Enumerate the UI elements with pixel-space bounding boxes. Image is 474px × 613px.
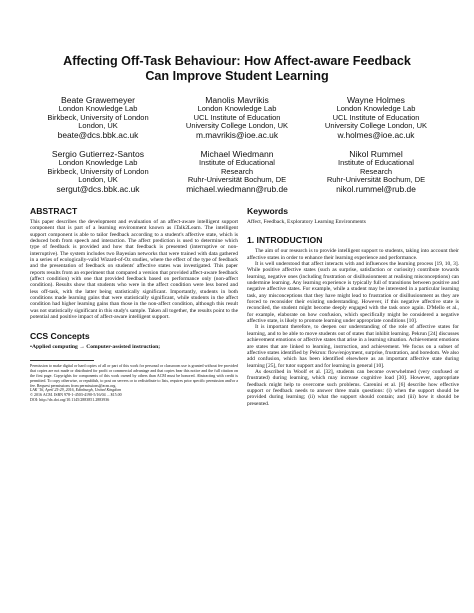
abstract-text: This paper describes the development and evaluation of an affect-aware intelligent support component that is part of a learning environment known as iTalk2Learn. The intelligent support component is able to tailor feedback according to a student's affective state, which is deduced both from speech and interaction. The affect prediction is used to determine which type of feedback is provided and how that feedback is presented (interruptive or non-interruptive). The system includes two Bayesian networks that were trained with data gathered in a series of ecologically-valid Wizard-of-Oz studies, where the effect of the type of feedback and the presentation of feedback on students' affective states was investigated. This paper reports results from an experiment that compared a version that provided affect-aware feedback (affect condition) with one that provided feedback based on performance only (non-affect condition). Results show that students who were in the affect condition were less bored and less off-task, with the latter being statistically significant. Importantly, students in both conditions made learning gains that were statistically significant, while students in the affect condition had higher learning gains than those in the non-affect condition, although this result was not statistically significant in this study's sample. Taken all together, the results point to the potential and positive impact of affect-aware intelligent support. (30, 219, 238, 321)
author-affiliation-line: Ruhr-Universität Bochum, DE (187, 175, 287, 185)
intro-paragraph: As described in Woolf et al. [32], students can become overwhelmed (very confused or frustrated) during learning, which may increase cognitive load [30]. However, appropriate feedback might help to overcome such problems. Carenini et al. [6] describe how effective support or feedback needs to answer three main questions: (i) when the support should be provided during learning; (ii) what the support should contain; and (iii) how it should be presented. (247, 368, 459, 407)
author-name: Nikol Rummel (349, 149, 403, 159)
author-email: michael.wiedmann@rub.de (186, 183, 288, 194)
author-affiliation-line: Research (220, 166, 254, 176)
author-affiliation-line: Institute of Educational (338, 158, 414, 167)
introduction-heading: 1. INTRODUCTION (247, 235, 323, 246)
author-affiliation-line: London, UK (78, 175, 118, 185)
title-line-2: Can Improve Student Learning (145, 69, 329, 83)
author-email: nikol.rummel@rub.de (336, 183, 416, 194)
author-affiliation-line: London Knowledge Lab (336, 104, 416, 113)
author-4 (28, 149, 168, 194)
author-affiliation-line: Birkbeck, University of London (47, 166, 149, 176)
left-column (30, 206, 238, 403)
author-email: w.holmes@ioe.ac.uk (337, 129, 415, 140)
intro-paragraph: It is important therefore, to deepen our understanding of the role of affective states for learning, and to be able to move students out of states that inhibit learning. Pekrun [24] discusses achievement emotions or affective states that arise in a learning situation. Achievement emotions are states that are linked to learning, instruction, and achievement. We focus on a subset of affective states identified by Pekrun: flow/enjoyment, surprise, frustration, and boredom. We also add confusion, which has been identified elsewhere as an important affective state during learning [25], for tutor support and for learning in general [10]. (247, 324, 459, 369)
copyright-line: © 2016 ACM. ISBN 978-1-4503-4190-5/16/04 ... $15.00 (30, 392, 122, 398)
author-affiliation-line: London Knowledge Lab (58, 158, 138, 167)
author-affiliation-line: Birkbeck, University of London (47, 112, 149, 122)
author-1 (28, 95, 168, 140)
author-affiliation-line: Ruhr-Universität Bochum, DE (326, 175, 426, 185)
abstract-heading: ABSTRACT (30, 206, 78, 216)
author-affiliation-line: Institute of Educational (199, 158, 275, 167)
author-5 (167, 149, 307, 194)
author-name: Wayne Holmes (347, 95, 405, 105)
author-email: beate@dcs.bbk.ac.uk (57, 129, 139, 140)
keywords-text: Affect, Feedback, Exploratory Learning Environments (247, 219, 366, 225)
author-name: Michael Wiedmann (200, 149, 274, 159)
copyright-notice: Permission to make digital or hard copies of all or part of this work for personal or classroom use is granted without fee provided that copies are not made or distributed for profit or commercial advantage and that copies bear this notice and the full citation on the first page. Copyrights for components of this work owned by others than ACM must be honored. Abstracting with credit is permitted. To copy otherwise, or republish, to post on servers or to redistribute to lists, requires prior specific permission and/or a fee. Request permissions from permissions@acm.org. (30, 362, 238, 388)
ccs-concept-item: •Applied computing → Computer-assisted instruction; (30, 343, 161, 350)
author-affiliation-line: UCL Institute of Education (193, 112, 281, 122)
author-email: sergut@dcs.bbk.ac.uk (56, 183, 140, 194)
paper-title (20, 54, 454, 84)
title-line-1: Affecting Off-Task Behaviour: How Affect-aware Feedback (63, 54, 411, 68)
author-affiliation-line: UCL Institute of Education (332, 112, 420, 122)
author-affiliation-line: London, UK (78, 121, 118, 131)
author-affiliation-line: Research (359, 166, 393, 176)
intro-paragraph: The aim of our research is to provide intelligent support to students, taking into account their affective states in order to enhance their learning experience and performance. (247, 248, 459, 261)
author-name: Beate Grawemeyer (60, 95, 136, 105)
right-column (247, 206, 459, 407)
author-affiliation-line: University College London, UK (185, 121, 289, 131)
ccs-heading: CCS Concepts (30, 330, 90, 341)
intro-paragraph: It is well understood that affect interacts with and influences the learning process [19, 10, 3]. While positive affective states (such as surprise, satisfaction or curiosity) contribute towards learning, negative ones (including frustration or disillusionment at realising misconceptions) can undermine learning. Any learning experience is typically full of transitions between positive and negative affective states. For example, while a student may be interested in a particular learning task, any misconceptions that they have might lead to frustration or disillusionment as they are forced to reconsider their existing understanding. However, if this negative affective state is reconciled, the student might become deeply engaged with the task once again. D'Mello et al., for example, elaborate on how confusion, which specifically might be considered a negative affective state, is likely to promote learning under appropriate conditions [10]. (247, 261, 459, 325)
author-affiliation-line: London Knowledge Lab (197, 104, 277, 113)
author-2 (167, 95, 307, 140)
keywords-heading: Keywords (247, 206, 289, 216)
doi-line: DOI: http://dx.doi.org/10.1145/2883851.2883936 (30, 397, 110, 403)
author-affiliation-line: London Knowledge Lab (58, 104, 138, 113)
footnote-divider (30, 360, 94, 361)
author-3 (306, 95, 446, 140)
author-6 (306, 149, 446, 194)
author-name: Sergio Gutierrez-Santos (51, 149, 145, 159)
conference-name: LAK '16, April 25-29, 2016, Edinburgh, United Kingdom (30, 387, 122, 393)
author-email: m.mavrikis@ioe.ac.uk (195, 129, 279, 140)
author-name: Manolis Mavrikis (205, 95, 269, 105)
author-affiliation-line: University College London, UK (324, 121, 428, 131)
